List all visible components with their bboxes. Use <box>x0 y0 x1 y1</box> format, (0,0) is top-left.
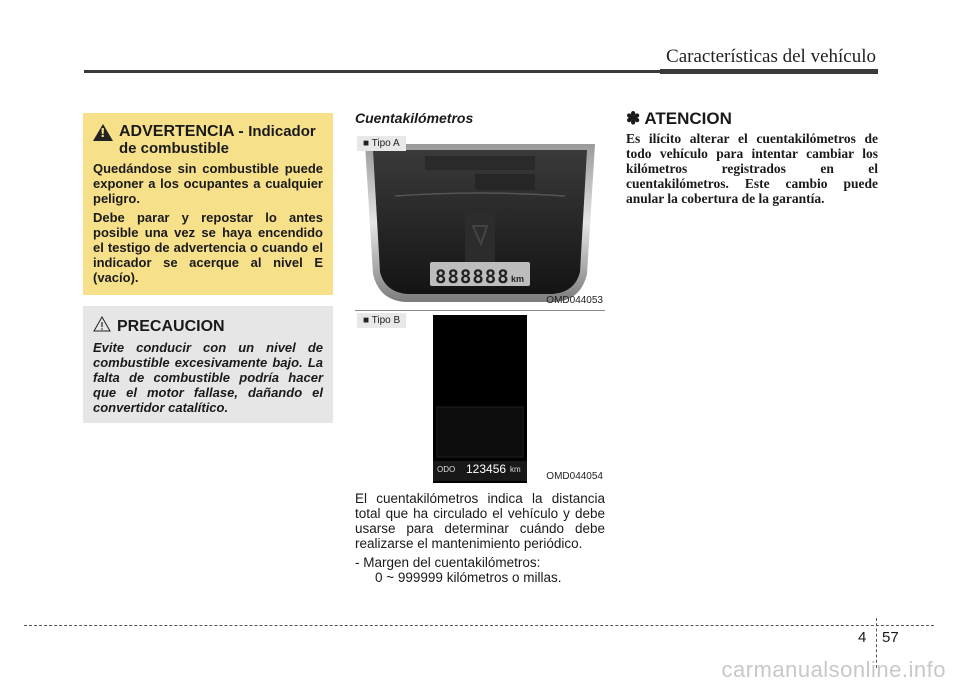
warning-paragraph-2: Debe parar y repostar lo antes posible una vez se haya encendido el testigo de advertencia o cuando el indicador se acerque al nivel E (vacío). <box>93 210 323 285</box>
caution-text: Evite conducir con un nivel de combustible excesivamente bajo. La falta de combustible podría hacer que el motor fallase, dañando el convertidor catalítico. <box>93 340 323 415</box>
page-header-title: Características del vehículo <box>666 46 876 67</box>
cluster-illustration-b <box>355 311 605 486</box>
figure-type-b <box>355 310 605 486</box>
warning-icon <box>93 124 113 141</box>
figure-b-odo-label: ODO <box>437 465 456 474</box>
watermark: carmanualsonline.info <box>721 657 946 682</box>
figure-type-a <box>355 134 605 310</box>
figure-b-code: OMD044054 <box>546 471 603 482</box>
warning-box <box>83 113 333 295</box>
figure-b-label: ■ Tipo B <box>357 313 406 328</box>
figure-b-odometer-digits: 123456 <box>466 462 507 476</box>
odometer-range-heading: - Margen del cuentakilómetros: <box>355 555 541 570</box>
odometer-body <box>355 491 605 585</box>
figure-b-odometer-unit: km <box>510 465 521 474</box>
figure-a-odometer-digits: 888888 <box>435 266 510 288</box>
odometer-description: El cuentakilómetros indica la distancia total que ha circulado el vehículo y debe usarse para determinar cuándo debe realizarse el mantenimiento periódico. <box>355 491 605 551</box>
footer-rule <box>24 625 934 626</box>
page-number: 57 <box>882 629 899 646</box>
odometer-section-title: Cuentakilómetros <box>355 110 474 126</box>
attention-text: Es ilícito alterar el cuentakilómetros de todo vehículo para intentar cambiar los kilómetros registrados en el cuentakilómetros. Este cambio puede anular la cobertura de la garantía. <box>626 131 878 206</box>
figure-a-code: OMD044053 <box>546 295 603 306</box>
attention-title: ✽ ATENCION <box>626 109 732 128</box>
header-rule-accent <box>660 69 878 74</box>
figure-a-label: ■ Tipo A <box>357 136 406 151</box>
odometer-range-value: 0 ~ 999999 kilómetros o millas. <box>375 570 562 585</box>
figure-a-odometer-unit: km <box>511 274 525 284</box>
warning-paragraph-1: Quedándose sin combustible puede exponer a los ocupantes a cualquier peligro. <box>93 161 323 206</box>
warning-title: ADVERTENCIA - Indicador de combustible <box>119 123 316 157</box>
caution-header <box>93 316 323 336</box>
caution-title: PRECAUCION <box>117 318 225 335</box>
caution-icon <box>93 316 111 332</box>
warning-header <box>93 123 323 157</box>
caution-box <box>83 306 333 423</box>
chapter-number: 4 <box>858 629 867 646</box>
